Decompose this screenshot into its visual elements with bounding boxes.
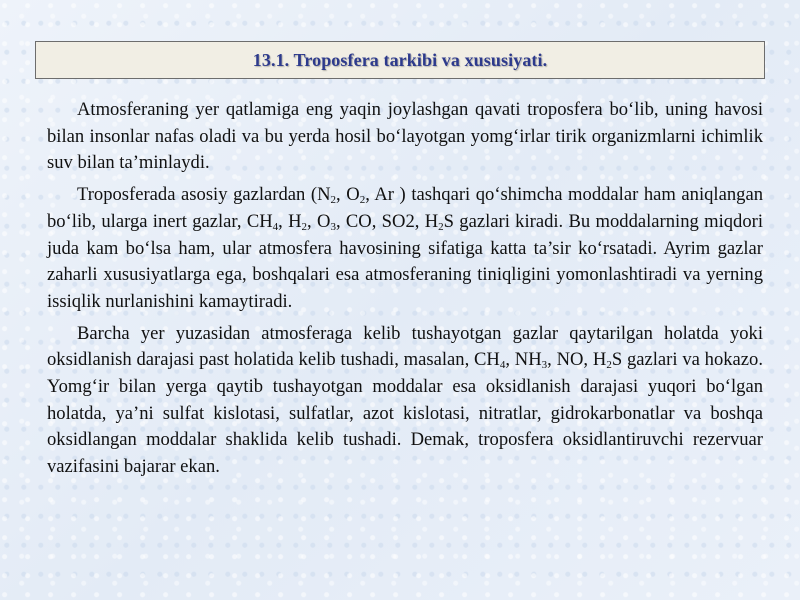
text-run: , CO, SO2, H [335, 210, 439, 232]
subscript: 2 [438, 220, 444, 233]
text-run: Troposferada asosiy gazlardan (N [77, 184, 331, 206]
text-run: , O [307, 210, 331, 232]
subscript: 2 [301, 220, 308, 233]
section-title: 13.1. Troposfera tarkibi va xususiyati. [252, 49, 548, 70]
title-box [35, 41, 765, 79]
text-run: , H [278, 210, 302, 232]
body-text [47, 97, 763, 486]
text-run: Barcha yer yuzasidan atmosferaga kelib tushayotgan gazlar qaytarilgan holatda yoki oksidlanish darajasi past holatida kelib tushadi, masalan, CH [47, 322, 763, 371]
subscript: 4 [272, 220, 279, 233]
text-run: , NH [505, 349, 542, 371]
subscript: 2 [359, 194, 366, 207]
text-run: , NO, H [547, 349, 607, 371]
subscript: 3 [330, 220, 336, 233]
subscript: 4 [499, 359, 506, 372]
text-run: , O [336, 184, 360, 206]
paragraph-3 [47, 321, 763, 481]
paragraph-2 [47, 182, 763, 316]
subscript: 3 [541, 359, 548, 372]
paragraph-1: Atmosferaning yer qatlamiga eng yaqin joylashgan qavati troposfera bo‘lib, uning havosi bilan insonlar nafas oladi va bu yerda hosil bo‘layotgan yomg‘irlar tirik organizmlarni ichimlik suv bilan ta’minlaydi. [47, 99, 763, 174]
text-run: S gazlari kiradi. Bu moddalarning miqdori juda kam bo‘lsa ham, ular atmosfera havosining sifatiga katta ta’sir ko‘rsatadi. Ayrim gazlar zaharli xususiyatlarga ega, boshqalari esa atmosferaning tiniqligini yomonlashtiradi va yerning issiqlik nurlanishini kamaytiradi. [47, 210, 763, 312]
subscript: 2 [606, 359, 612, 372]
text-run: , Ar ) tashqari qo‘shimcha moddalar ham aniqlangan bo‘lib, ularga inert gazlar, CH [47, 184, 763, 232]
text-run: S gazlari va hokazo. Yomg‘ir bilan yerga qaytib tushayotgan moddalar esa oksidlanish darajasi yuqori bo‘lgan holatda, ya’ni sulfat kislotasi, sulfatlar, azot kislotasi, nitratlar, gidrokarbonatlar va boshqa oksidlangan moddalar shaklida kelib tushadi. Demak, troposfera oksidlantiruvchi rezervuar vazifasini bajarar ekan. [47, 349, 763, 478]
subscript: 2 [330, 194, 337, 207]
